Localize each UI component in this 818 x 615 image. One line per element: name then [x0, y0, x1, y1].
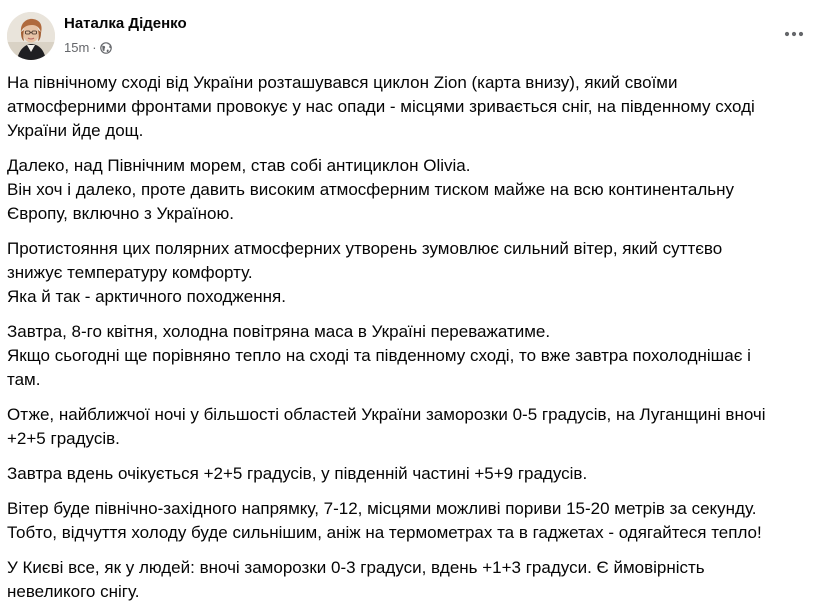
post-text-line: Яка й так - арктичного походження.: [7, 287, 286, 306]
post-text-line: У Києві все, як у людей: вночі заморозки 0-3 градуси, вдень +1+3 градуси. Є ймовірність: [7, 558, 705, 577]
post-text-line: Далеко, над Північним морем, став собі антициклон Olivia.: [7, 156, 471, 175]
post-meta: [64, 40, 112, 55]
post-paragraph: [7, 462, 817, 486]
post-paragraph: [7, 556, 817, 604]
post-text-line: Завтра вдень очікується +2+5 градусів, у південній частині +5+9 градусів.: [7, 464, 588, 483]
post-paragraph: [7, 71, 817, 143]
post-paragraph: [7, 237, 817, 309]
more-options-icon: [784, 31, 804, 37]
post-text-line: На північному сході від України розташувався циклон Zion (карта внизу), який своїми: [7, 73, 678, 92]
meta-separator: ·: [92, 40, 97, 55]
post-text-line: Він хоч і далеко, проте давить високим атмосферним тиском майже на всю континентальну: [7, 180, 735, 199]
author-name[interactable]: Наталка Діденко: [64, 15, 187, 32]
post-text-line: Завтра, 8-го квітня, холодна повітряна маса в Україні переважатиме.: [7, 322, 551, 341]
post-text-line: Протистояння цих полярних атмосферних утворень зумовлює сильний вітер, який суттєво: [7, 239, 723, 258]
post-paragraph: [7, 497, 817, 545]
post-text-line: Якщо сьогодні ще порівняно тепло на сході та південному сході, то вже завтра похолоднішає і: [7, 346, 751, 365]
post-text-line: Вітер буде північно-західного напрямку, 7-12, місцями можливі пориви 15-20 метрів за секунду.: [7, 499, 757, 518]
post-text-line: Європу, включно з Україною.: [7, 204, 234, 223]
post-timestamp[interactable]: 15m: [64, 40, 90, 55]
post-text-line: Тобто, відчуття холоду буде сильнішим, аніж на термометрах та в гаджетах - одягайтеся тепло!: [7, 523, 762, 542]
post-body: [7, 71, 817, 615]
post-paragraph: [7, 320, 817, 392]
more-options-button[interactable]: [779, 22, 809, 46]
post-paragraph: [7, 403, 817, 451]
post-text-line: знижує температуру комфорту.: [7, 263, 253, 282]
post-text-line: невеликого снігу.: [7, 582, 140, 601]
post-text-line: +2+5 градусів.: [7, 429, 120, 448]
post-text-line: України йде дощ.: [7, 121, 144, 140]
avatar-image: [7, 12, 55, 60]
author-avatar[interactable]: [7, 12, 55, 60]
post-text-line: атмосферними фронтами провокує у нас опади - місцями зривається сніг, на південному сході: [7, 97, 755, 116]
globe-icon[interactable]: [100, 42, 112, 54]
post-text-line: Отже, найближчої ночі у більшості областей України заморозки 0-5 градусів, на Луганщині вночі: [7, 405, 766, 424]
post-header: [0, 0, 818, 70]
post-text-line: там.: [7, 370, 41, 389]
post-paragraph: [7, 154, 817, 226]
